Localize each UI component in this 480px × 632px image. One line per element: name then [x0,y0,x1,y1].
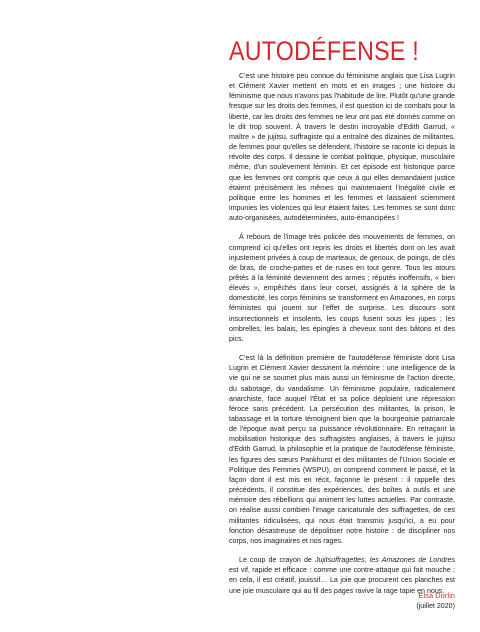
paragraph-2: À rebours de l'image très policée des mouvements de femmes, on comprend ici qu'elles ont repris les droits et libertés dont on les avait injustement privées à coup de marteaux, de genoux, de poings, de clés de bras, de croche-pattes et de ruses en tout genre. Tous les atours prêtés à la féminité deviennent des armes ; réputés inoffensifs, « bien élevés », empêchés dans leur corset, assignés à la sphère de la domesticité, les corps féminins se transforment en Amazones, en corps féministes qui jouent sur l'effet de surprise. Les discours sont insurrectionnels et insolents, les coups fusent sous les jupes ; les ombrelles, les balais, les épingles à cheveux sont des bâtons et des pics. [229,233,455,343]
book-title-italic: Jujitsuffragettes, les Amazones de Londres [314,556,455,565]
article-body [229,71,455,596]
paragraph-4-intro: Le coup de crayon de [239,556,315,565]
signature-date: (juillet 2020) [416,602,455,610]
paragraph-4 [229,555,455,596]
page-title: AUTODÉFENSE ! [229,36,420,66]
signature-block [416,591,455,611]
paragraph-3: C'est là la définition première de l'autodéfense féministe dont Lisa Lugrin et Clément Xavier dessinent la mémoire : une intelligence de la vie qui ne se soumet plus mais aussi un féminisme de l'action directe, du sabotage, du vandalisme. Un féminisme populaire, radicalement anarchiste, face auquel l'État et sa police déploient une répression féroce sans précédent. La persécution des militantes, la prison, le tabassage et la torture témoignent bien que la bourgeoisie patriarcale de l'époque avait perçu sa puissance révolutionnaire. En retraçant la mobilisation historique des suffragistes anglaises, à travers le jujitsu d'Edith Garrud, la philosophie et la pratique de l'autodéfense féministe, les figures des sœurs Pankhurst et des militantes de l'Union Sociale et Politique des Femmes (WSPU), on comprend comment le passé, et la façon dont il est mis en récit, façonne le présent : il rappelle des précédents, il constitue des expériences, des boîtes à outils et une mémoire des rébellions qui animent les luttes actuelles. Par contraste, on réalise aussi combien l'image caricaturale des suffragettes, de ces militantes ridiculisées, qui nous était transmis jusqu'ici, a eu pour fonction désastreuse de dépolitiser notre histoire : de discipliner nos corps, nos imaginaires et nos rages. [229,354,455,545]
paragraph-4-rest: est vif, rapide et efficace : comme une contre-attaque qui fait mouche ; en cela, il est créatif, jouissif… La joie que procurent ces planches est une joie musculaire qui au fil des pages ravive la rage tapie en nous. [229,566,455,595]
paragraph-1: C'est une histoire peu connue du féminisme anglais que Lisa Lugrin et Clément Xavier mettent en mots et en images ; une histoire du féminisme que nous n'avons pas l'habitude de lire. Plutôt qu'une grande fresque sur les droits des femmes, il est question ici de combats pour la liberté, car les droits des femmes ne leur ont pas été donnés comme on le dit trop souvent. À travers le destin incroyable d'Edith Garrud, « maître » de jujitsu, suffragiste qui a entraîné des dizaines de militantes, de femmes pour qu'elles se défendent, l'histoire se raconte ici depuis la révolte des corps. Il dessine le combat politique, physique, musculaire même, d'un soulèvement féminin. Et cet épisode est historique parce que les femmes ont compris que ceux à qui elles demandaient justice étaient précisément les mêmes qui maintenaient l'inégalité civile et politique entre les hommes et les femmes et laissaient sciemment impunies les violences qui leur étaient faites. Les femmes se sont donc auto-organisées, autodéterminées, auto-émancipées ! [229,72,455,223]
author-name: Elsa Dorlin [418,591,455,600]
